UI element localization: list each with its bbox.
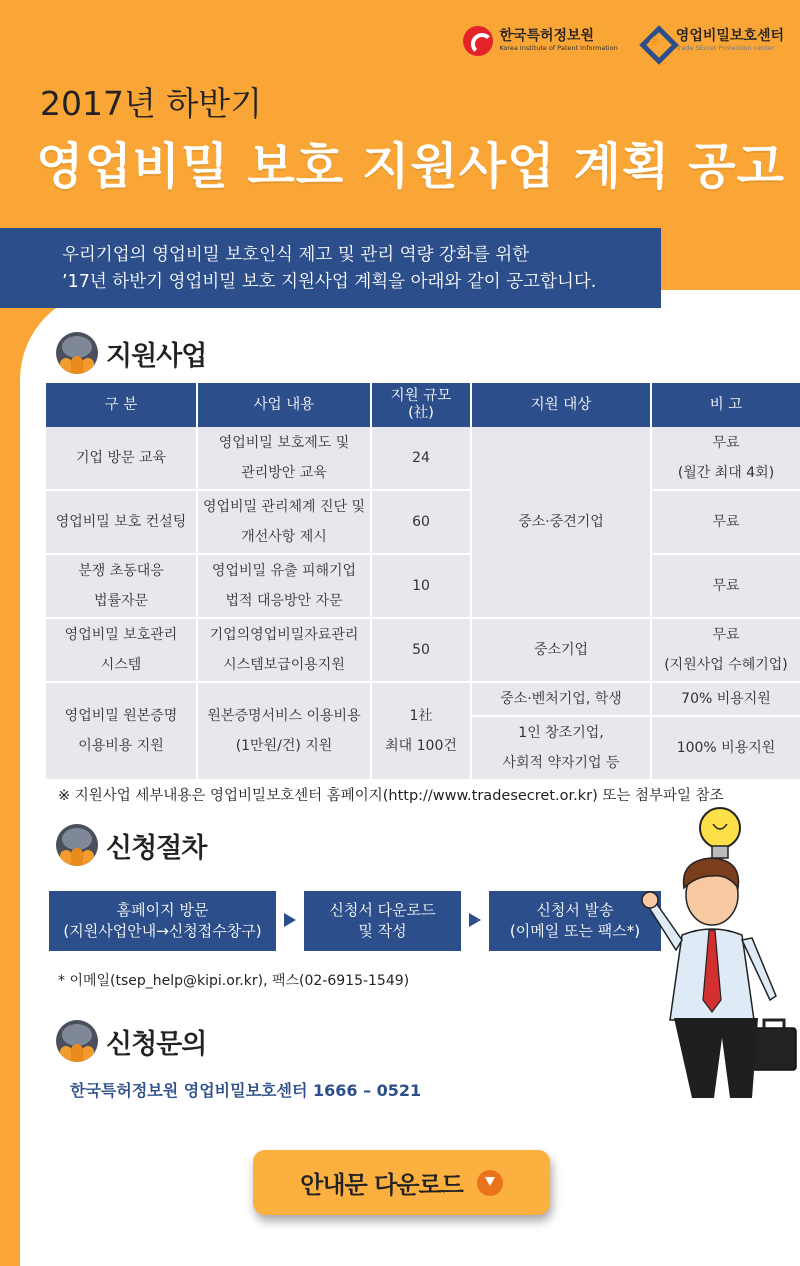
download-button-label: 안내문 다운로드 [300, 1171, 463, 1199]
section-title-support: 지원사업 [106, 340, 207, 372]
cell-content: 원본증명서비스 이용비용 (1만원/건) 지원 [198, 683, 372, 781]
cell-note: 무료 [652, 555, 800, 619]
kipi-logo-name: 한국특허정보원 [499, 28, 595, 44]
intro-line-1: 우리기업의 영업비밀 보호인식 제고 및 관리 역량 강화를 위한 [62, 245, 530, 265]
cell-scale: 60 [372, 491, 472, 555]
table-row [46, 619, 800, 683]
section-inquiry [56, 1020, 206, 1062]
section-support [56, 332, 206, 374]
cell-scale: 50 [372, 619, 472, 683]
business-people-icon [56, 824, 98, 866]
table-header-row [46, 383, 800, 427]
step-detail: (이메일 또는 팩스*) [509, 922, 641, 940]
lightbulb-icon [700, 808, 740, 858]
section-procedure [56, 824, 206, 866]
table-row [46, 491, 800, 555]
support-table [46, 383, 800, 781]
cell-note: 무료 (지원사업 수혜기업) [652, 619, 800, 683]
cell-scale: 10 [372, 555, 472, 619]
tsp-logo [640, 26, 784, 56]
cell-target-merged: 중소·중견기업 [472, 427, 652, 619]
step-title: 홈페이지 방문 [116, 901, 209, 919]
cell-note: 70% 비용지원 [652, 683, 800, 717]
section-title-inquiry: 신청문의 [106, 1028, 207, 1060]
kipi-logo-sub: Korea Institute of Patent Information [499, 44, 618, 52]
business-people-icon [56, 332, 98, 374]
page-title: 영업비밀 보호 지원사업 계획 공고 [36, 138, 785, 195]
intro-line-2: ’17년 하반기 영업비밀 보호 지원사업 계획을 아래와 같이 공고합니다. [62, 272, 597, 292]
download-guide-button[interactable] [253, 1150, 550, 1215]
procedure-step-2 [304, 891, 461, 951]
cell-target: 중소·벤처기업, 학생 [472, 683, 652, 717]
cell-note: 무료 (월간 최대 4회) [652, 427, 800, 491]
cell-content: 영업비밀 관리체계 진단 및 개선사항 제시 [198, 491, 372, 555]
table-header: 비 고 [652, 383, 800, 427]
step-title: 신청서 다운로드 [329, 901, 436, 919]
table-row [46, 555, 800, 619]
cell-scale: 1社 최대 100건 [372, 683, 472, 781]
tsp-logo-icon [640, 26, 670, 56]
table-header: 지원 규모 (社) [372, 383, 472, 427]
cell-note: 무료 [652, 491, 800, 555]
cell-category: 영업비밀 보호 컨설팅 [46, 491, 198, 555]
kipi-logo [463, 26, 617, 56]
step-title: 신청서 발송 [536, 901, 614, 919]
kipi-logo-icon [463, 26, 493, 56]
email-fax-note: * 이메일(tsep_help@kipi.or.kr), 팩스(02-6915-1549) [58, 973, 410, 989]
cell-content: 기업의영업비밀자료관리 시스템보급이용지원 [198, 619, 372, 683]
step-detail: 및 작성 [358, 922, 407, 940]
cell-category: 기업 방문 교육 [46, 427, 198, 491]
cell-target: 중소기업 [472, 619, 652, 683]
contact-info: 한국특허정보원 영업비밀보호센터 1666 – 0521 [70, 1081, 422, 1100]
table-header: 사업 내용 [198, 383, 372, 427]
cell-category: 영업비밀 보호관리 시스템 [46, 619, 198, 683]
cell-scale: 24 [372, 427, 472, 491]
tsp-logo-name: 영업비밀보호센터 [675, 28, 784, 44]
tsp-logo-sub: Trade SEcret Protection center [675, 44, 775, 52]
table-header: 구 분 [46, 383, 198, 427]
table-row [46, 427, 800, 491]
title-subtitle: 2017년 하반기 [40, 84, 262, 123]
step-detail: (지원사업안내→신청접수창구) [63, 922, 262, 940]
download-arrow-icon [477, 1170, 503, 1196]
businessman-illustration [612, 800, 800, 1100]
procedure-step-1 [49, 891, 276, 951]
section-title-procedure: 신청절차 [106, 832, 207, 864]
cell-content: 영업비밀 유출 피해기업 법적 대응방안 자문 [198, 555, 372, 619]
cell-category: 영업비밀 원본증명 이용비용 지원 [46, 683, 198, 781]
cell-target: 1인 창조기업, 사회적 약자기업 등 [472, 717, 652, 781]
intro-banner [0, 228, 661, 308]
arrow-right-icon [469, 913, 481, 927]
logos [463, 26, 784, 56]
business-people-icon [56, 1020, 98, 1062]
arrow-right-icon [284, 913, 296, 927]
table-header: 지원 대상 [472, 383, 652, 427]
table-footnote: ※ 지원사업 세부내용은 영업비밀보호센터 홈페이지(http://www.tradesecret.or.kr) 또는 첨부파일 참조 [58, 788, 724, 804]
cell-note: 100% 비용지원 [652, 717, 800, 781]
cell-category: 분쟁 초동대응 법률자문 [46, 555, 198, 619]
cell-content: 영업비밀 보호제도 및 관리방안 교육 [198, 427, 372, 491]
table-row [46, 683, 800, 717]
